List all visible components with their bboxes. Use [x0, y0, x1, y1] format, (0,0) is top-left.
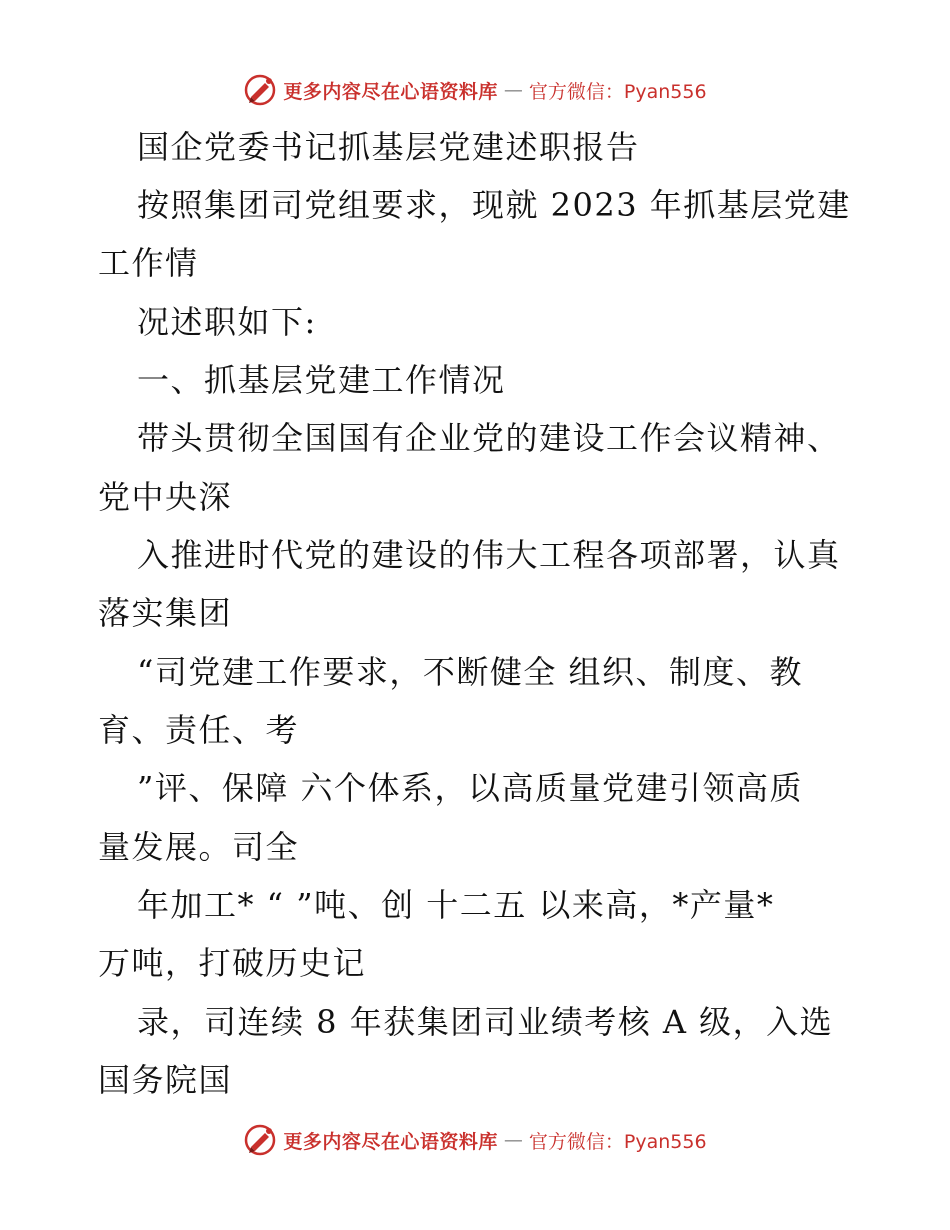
document-title: 国企党委书记抓基层党建述职报告 [137, 128, 640, 166]
paragraph-line: 况述职如下: [137, 303, 317, 341]
watermark-text: 更多内容尽在心语资料库 [283, 1130, 498, 1153]
paragraph-line: 落实集团 [98, 594, 233, 632]
pen-logo-icon [243, 1123, 277, 1157]
paragraph-line: 录，司连续 8 年获集团司业绩考核 A 级，入选 [137, 1003, 834, 1041]
watermark-account: 官方微信：Pyan556 [528, 80, 707, 103]
paragraph-line: 年加工* “ ”吨、创 十二五 以来高，*产量* [137, 886, 775, 924]
watermark-account: 官方微信：Pyan556 [528, 1130, 707, 1153]
paragraph-line: 育、责任、考 [98, 711, 300, 749]
paragraph-line: 入推进时代党的建设的伟大工程各项部署，认真 [137, 536, 841, 574]
watermark-separator: — [503, 1129, 523, 1151]
paragraph-line: 按照集团司党组要求，现就 2023 年抓基层党建 [137, 186, 851, 224]
footer-watermark [0, 1123, 950, 1157]
paragraph-line: ”评、保障 六个体系，以高质量党建引领高质 [137, 769, 804, 807]
pen-logo-icon [243, 73, 277, 107]
section-heading: 一、抓基层党建工作情况 [137, 361, 506, 399]
watermark-text: 更多内容尽在心语资料库 [283, 80, 498, 103]
paragraph-line: 工作情 [98, 244, 199, 282]
paragraph-line: 党中央深 [98, 478, 233, 516]
paragraph-line: 量发展。司全 [98, 828, 300, 866]
paragraph-line: 国务院国 [98, 1061, 233, 1099]
paragraph-line: 带头贯彻全国国有企业党的建设工作会议精神、 [137, 419, 841, 457]
paragraph-line: 万吨，打破历史记 [98, 944, 367, 982]
watermark-separator: — [503, 79, 523, 101]
paragraph-line: “司党建工作要求，不断健全 组织、制度、教 [137, 653, 804, 691]
header-watermark [0, 73, 950, 107]
